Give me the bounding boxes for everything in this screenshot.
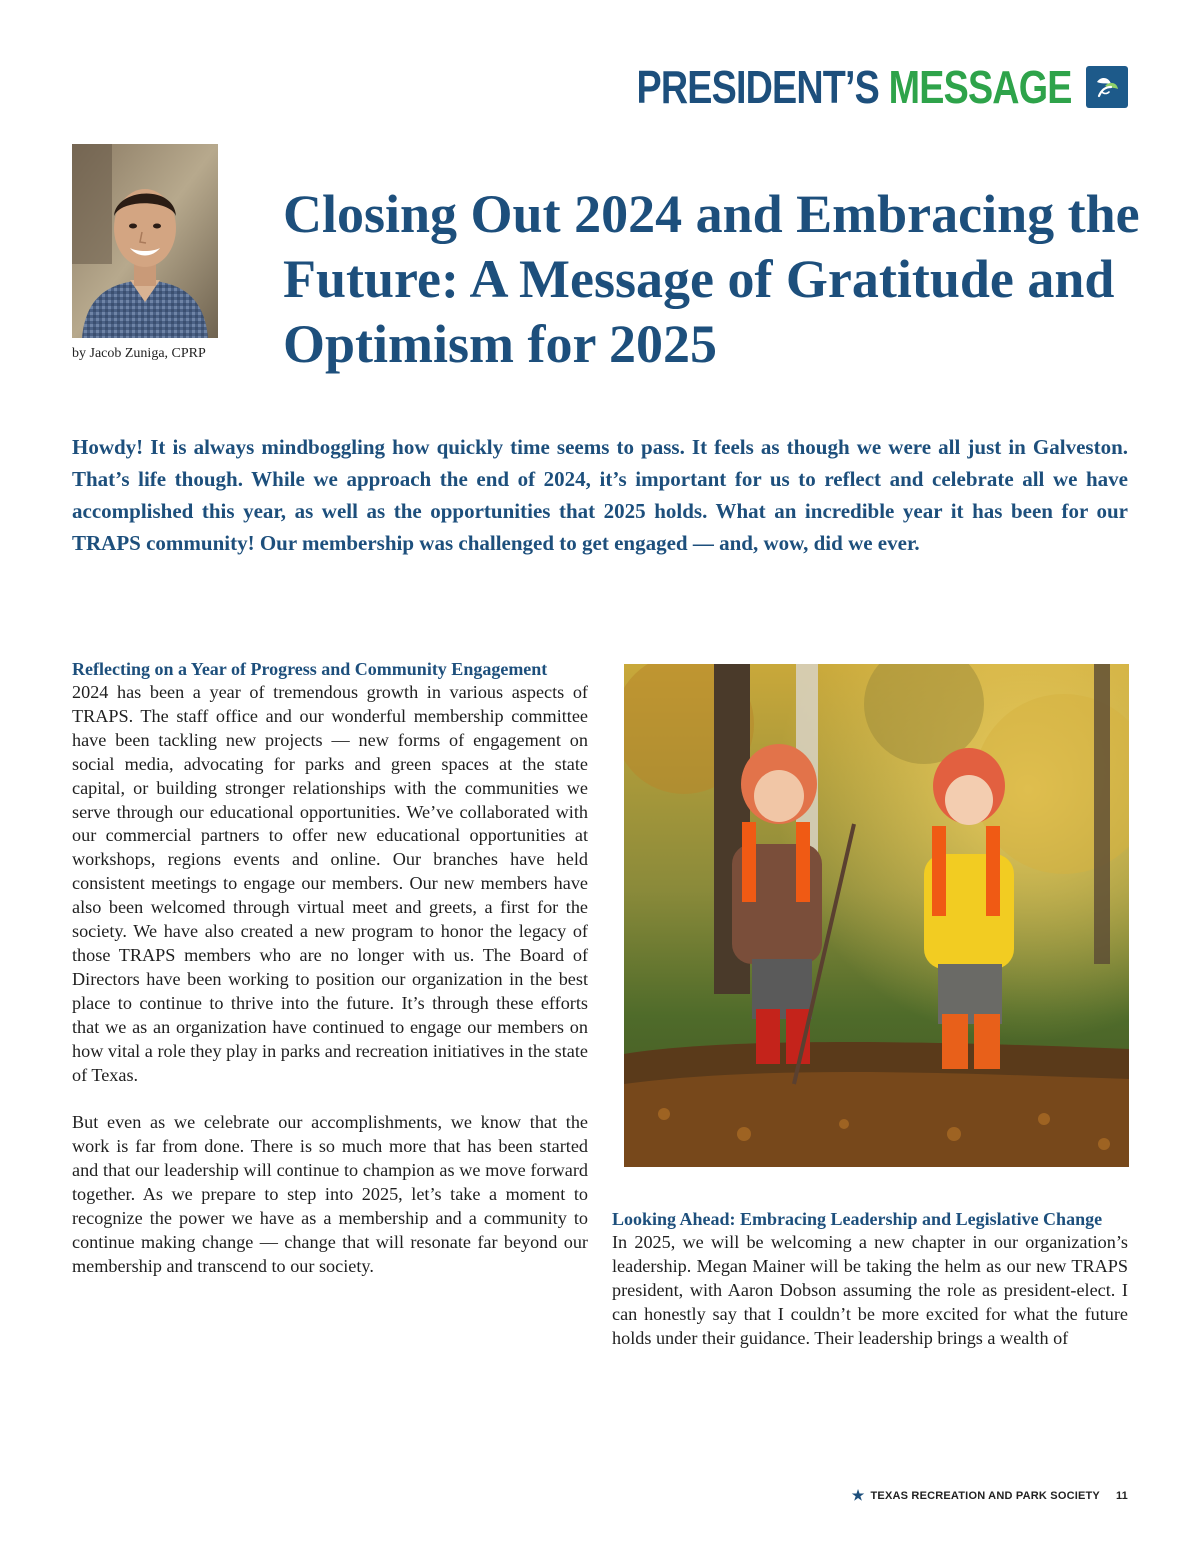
page-number: 11 bbox=[1115, 1489, 1128, 1502]
body-paragraph: But even as we celebrate our accomplishments, we know that the work is far from done. There is so much more that has been started and that our leadership will continue to champion as we move forward together. As we prepare to step into 2025, let’s take a moment to recognize the power we have as a membership and a community to continue making change — change that will resonate far beyond our membership and transcend to our society. bbox=[72, 1112, 588, 1276]
right-column bbox=[612, 1207, 1128, 1351]
traps-leaf-logo-icon bbox=[1086, 66, 1128, 108]
subheading-reflecting: Reflecting on a Year of Progress and Community Engagement bbox=[72, 659, 548, 679]
intro-paragraph: Howdy! It is always mindboggling how quickly time seems to pass. It feels as though we were all just in Galveston. That’s life though. While we approach the end of 2024, it’s important for us to reflect and celebrate all we have accomplished this year, as well as the opportunities that 2025 holds. What an incredible year it has been for our TRAPS community! Our membership was challenged to get engaged — and, wow, did we ever. bbox=[72, 435, 1128, 555]
section-title-word1: PRESIDENT’S bbox=[636, 61, 880, 113]
article-headline: Closing Out 2024 and Embracing the Future: A Message of Gratitude and Optimism for 2025 bbox=[283, 184, 1140, 374]
footer-organization: TEXAS RECREATION AND PARK SOCIETY bbox=[870, 1489, 1100, 1502]
star-icon: ★ bbox=[851, 1487, 865, 1503]
author-portrait bbox=[72, 144, 218, 338]
section-header bbox=[541, 61, 1128, 113]
left-column bbox=[72, 657, 588, 1279]
section-title bbox=[636, 61, 1072, 113]
body-paragraph: In 2025, we will be welcoming a new chapter in our organization’s leadership. Megan Mainer will be taking the helm as our new TRAPS president, with Aaron Dobson assuming the role as president-elect. I can honestly say that I couldn’t be more excited for what the future holds under their guidance. Their leadership brings a wealth of bbox=[612, 1232, 1128, 1348]
children-autumn-photo bbox=[624, 664, 1129, 1167]
subheading-looking-ahead: Looking Ahead: Embracing Leadership and Legislative Change bbox=[612, 1209, 1103, 1229]
byline: by Jacob Zuniga, CPRP bbox=[72, 346, 206, 361]
section-title-word2: MESSAGE bbox=[889, 61, 1072, 113]
page-footer bbox=[852, 1487, 1128, 1504]
body-paragraph: 2024 has been a year of tremendous growth in various aspects of TRAPS. The staff office and our wonderful membership committee have been tackling new projects — new forms of engagement on social media, advocating for parks and green spaces at the state capital, or building stronger relationships with the communities we serve through our educational opportunities. We’ve collaborated with our commercial partners to offer new educational opportunities at workshops, regions events and online. Our branches have held consistent meetings to engage our members. Our new members have also been welcomed through virtual meet and greets, a first for the society. We have also created a new program to honor the legacy of those TRAPS members who are no longer with us. The Board of Directors have been working to position our organization in the best place to continue to thrive into the future. It’s through these efforts that we as an organization have continued to engage our members on how vital a role they play in parks and recreation initiatives in the state of Texas. bbox=[72, 682, 588, 1085]
